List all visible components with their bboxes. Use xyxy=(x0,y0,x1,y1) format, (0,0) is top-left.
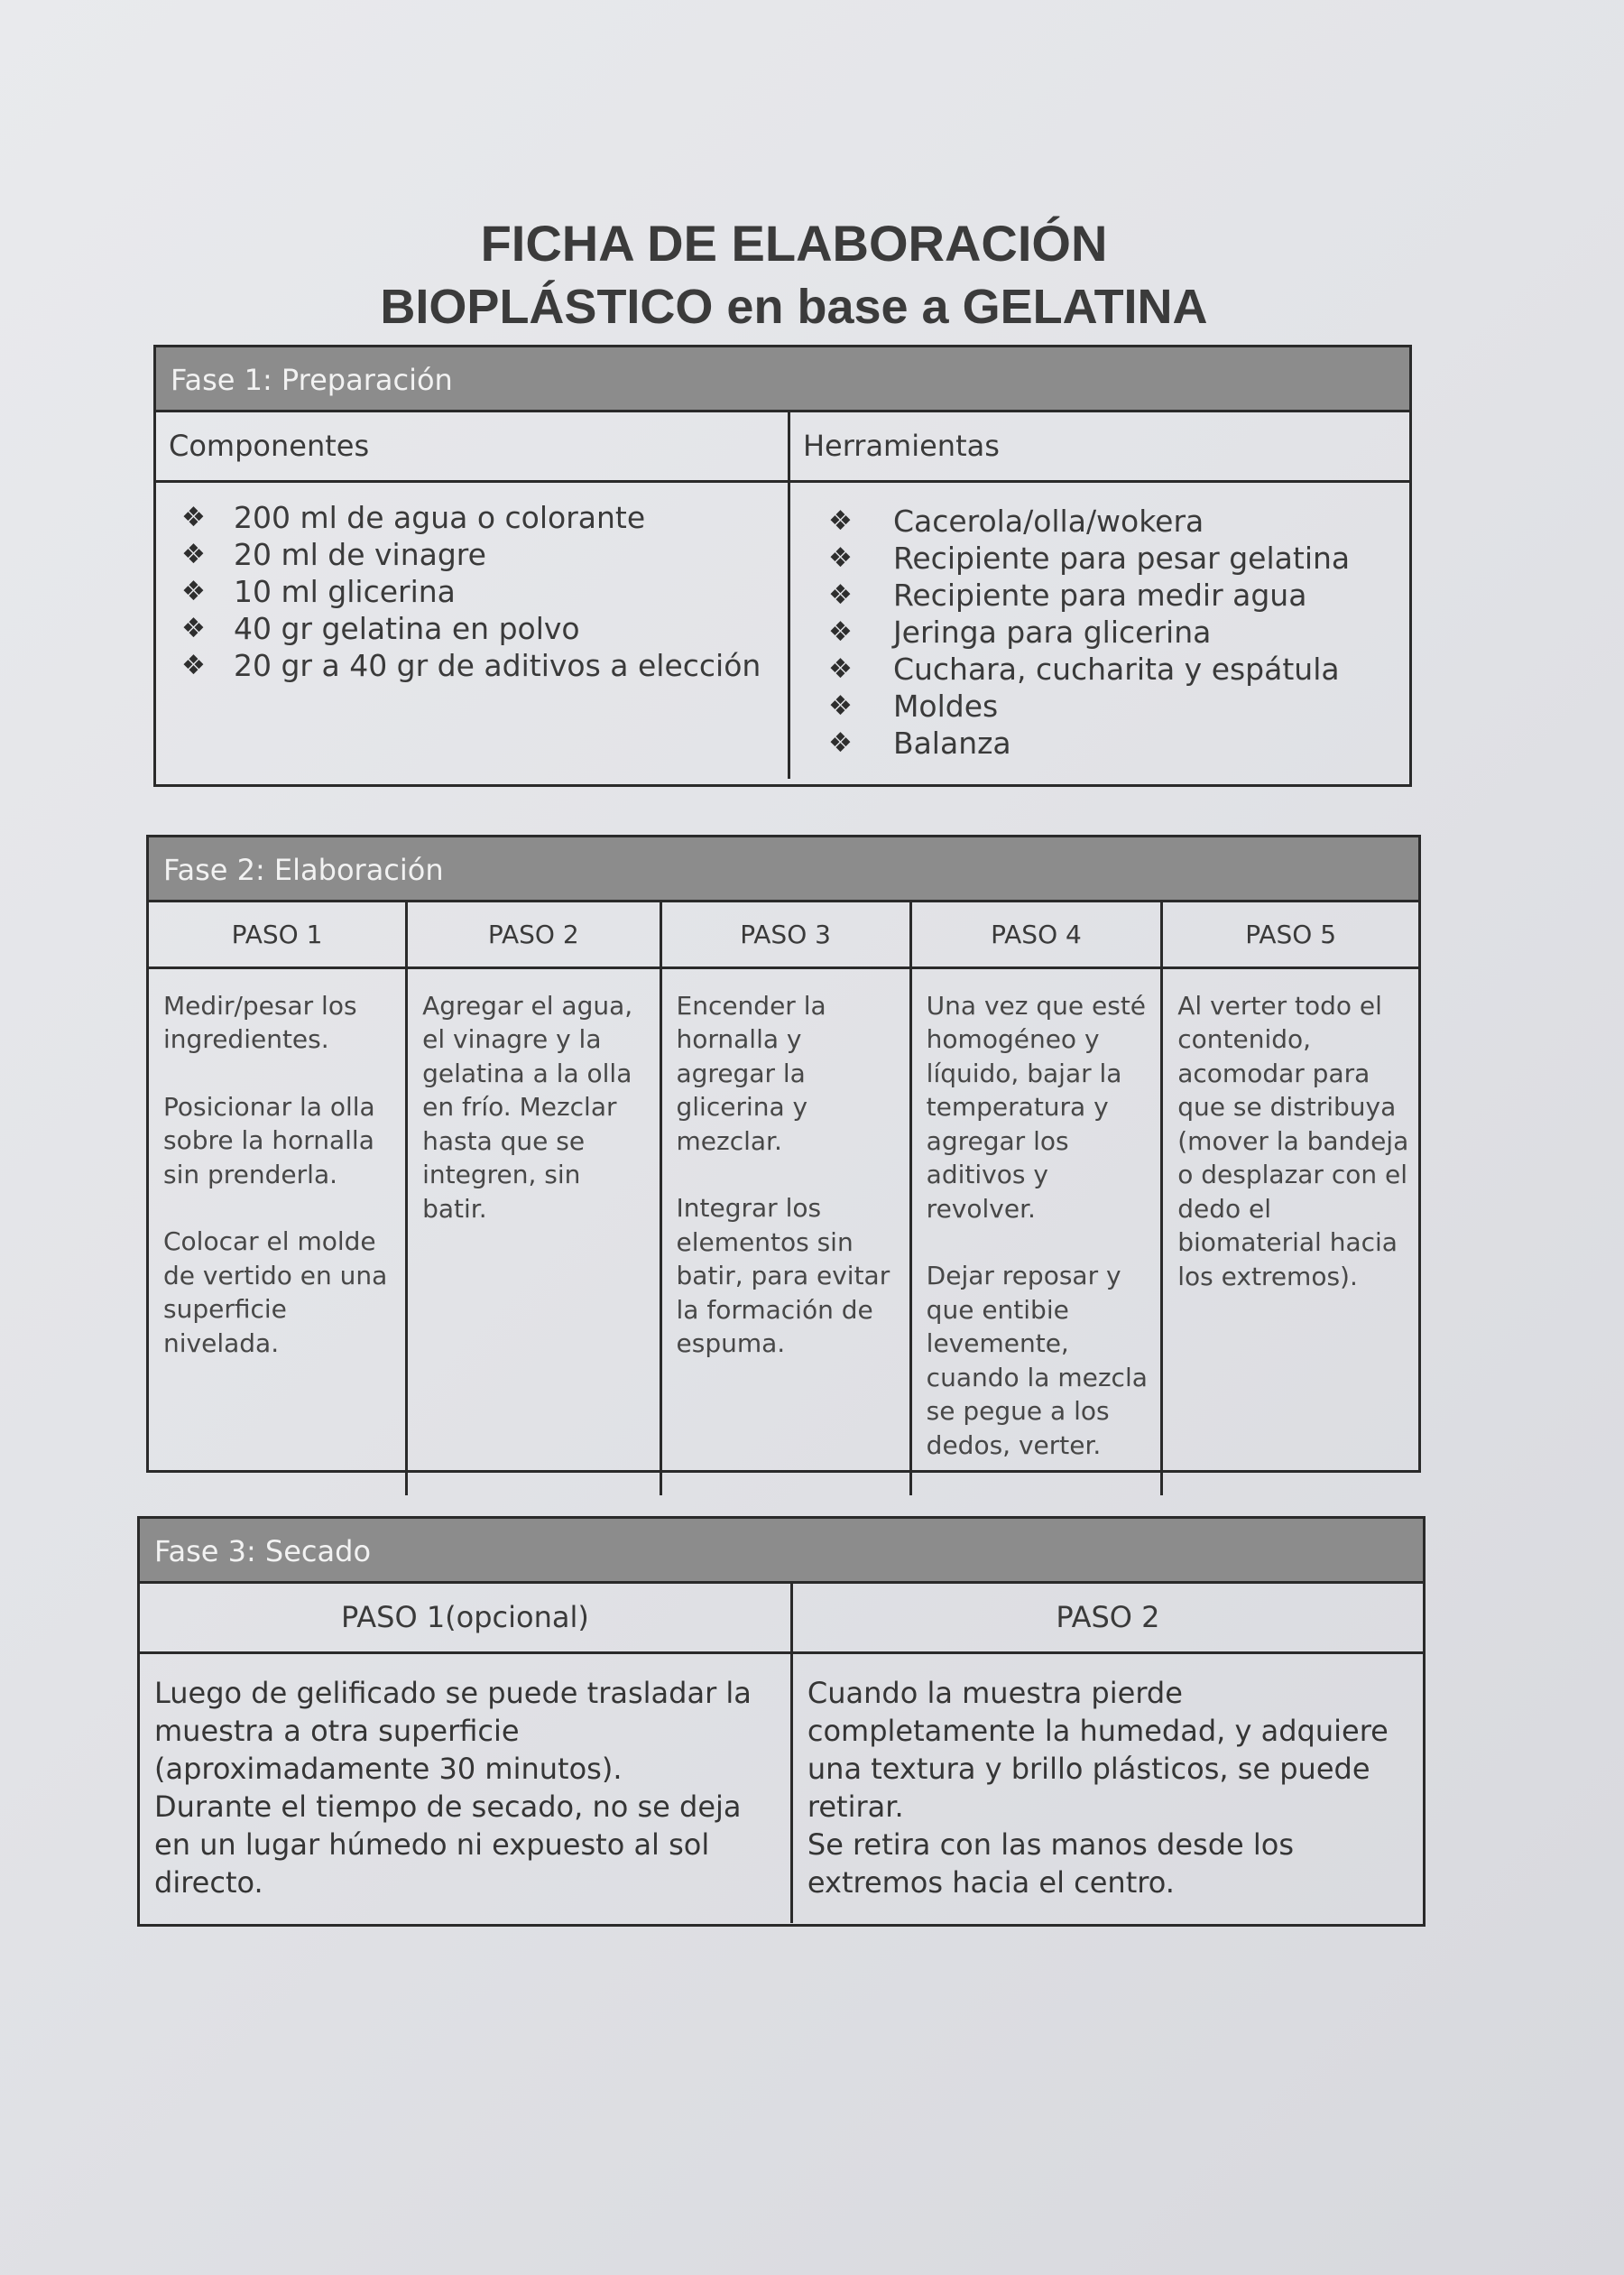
step-text: Encender la hornalla y agregar la glicerina y mezclar. xyxy=(676,990,826,1156)
step-text: Durante el tiempo de secado, no se deja en un lugar húmedo ni expuesto al sol directo. xyxy=(154,1789,742,1900)
phase2-header: Fase 2: Elaboración xyxy=(149,837,1418,902)
bullet-icon: ❖ xyxy=(827,615,853,648)
list-item: ❖ 40 gr gelatina en polvo xyxy=(181,610,580,646)
list-item: ❖ 10 ml glicerina xyxy=(181,573,456,609)
step-1-cell xyxy=(149,967,407,1495)
bullet-icon: ❖ xyxy=(181,575,206,607)
step-heading: PASO 1 xyxy=(149,902,407,967)
tools-cell xyxy=(789,481,1409,779)
list-item: ❖ Jeringa para glicerina xyxy=(827,614,1212,650)
bullet-icon: ❖ xyxy=(827,726,853,759)
title-line-1: FICHA DE ELABORACIÓN xyxy=(480,215,1108,273)
step-text: Luego de gelificado se puede trasladar la muestra a otra superficie (aproximadamente 30 minutos). xyxy=(154,1675,752,1786)
step-text: Se retira con las manos desde los extremos hacia el centro. xyxy=(807,1826,1294,1900)
step-text: Una vez que esté homogéneo y líquido, bajar la temperatura y agregar los aditivos y revolver. xyxy=(926,990,1147,1224)
bullet-icon: ❖ xyxy=(827,504,853,537)
step-text: Posicionar la olla sobre la hornalla sin prenderla. xyxy=(163,1091,375,1189)
bullet-icon: ❖ xyxy=(827,652,853,685)
step-text: Agregar el agua, el vinagre y la gelatina a la olla en frío. Mezclar hasta que se integren, sin batir. xyxy=(422,990,633,1224)
bullet-icon: ❖ xyxy=(827,689,853,722)
components-list xyxy=(181,499,766,684)
step-heading: PASO 5 xyxy=(1162,902,1418,967)
title-line-2: BIOPLÁSTICO en base a GELATINA xyxy=(380,279,1208,334)
step-heading: PASO 4 xyxy=(910,902,1162,967)
step-3-cell xyxy=(660,967,910,1495)
list-item: ❖ 200 ml de agua o colorante xyxy=(181,499,646,535)
phase2-table xyxy=(146,835,1421,1473)
step-2-cell xyxy=(407,967,660,1495)
step-text: Al verter todo el contenido, acomodar para que se distribuya (mover la bandeja o desplazar con el dedo el biomaterial hacia los extremos). xyxy=(1177,990,1409,1291)
step-text: Medir/pesar los ingredientes. xyxy=(163,990,357,1054)
components-heading: Componentes xyxy=(156,412,789,481)
step-5-cell xyxy=(1162,967,1418,1495)
step-text: Integrar los elementos sin batir, para evitar la formación de espuma. xyxy=(676,1193,890,1358)
bullet-icon: ❖ xyxy=(181,501,206,533)
bullet-icon: ❖ xyxy=(181,538,206,570)
phase1-table xyxy=(153,345,1412,787)
step-heading: PASO 2 xyxy=(791,1584,1423,1652)
bullet-icon: ❖ xyxy=(827,578,853,611)
list-item: ❖ Cacerola/olla/wokera xyxy=(827,503,1204,539)
list-item: ❖ Cuchara, cucharita y espátula xyxy=(827,651,1340,687)
list-item: ❖ Recipiente para pesar gelatina xyxy=(827,540,1351,576)
phase3-table xyxy=(137,1516,1426,1927)
phase1-grid xyxy=(156,412,1409,779)
tools-heading: Herramientas xyxy=(789,412,1409,481)
bullet-icon: ❖ xyxy=(181,612,206,644)
bullet-icon: ❖ xyxy=(827,541,853,574)
list-item: ❖ 20 ml de vinagre xyxy=(181,536,486,572)
step-text: Colocar el molde de vertido en una superficie nivelada. xyxy=(163,1226,388,1358)
step-heading: PASO 2 xyxy=(407,902,660,967)
phase3-grid xyxy=(140,1584,1423,1923)
phase2-grid xyxy=(149,902,1418,1495)
list-item: ❖ 20 gr a 40 gr de aditivos a elección xyxy=(181,647,761,683)
phase1-header: Fase 1: Preparación xyxy=(156,347,1409,412)
list-item: ❖ Balanza xyxy=(827,725,1011,761)
step-text: Cuando la muestra pierde completamente la humedad, y adquiere una textura y brillo plásticos, se puede retirar. xyxy=(807,1675,1389,1824)
document-title xyxy=(180,213,1407,336)
drying-step-2-cell xyxy=(791,1652,1423,1923)
tools-list xyxy=(828,503,1388,762)
phase3-header: Fase 3: Secado xyxy=(140,1519,1423,1584)
list-item: ❖ Moldes xyxy=(827,688,999,724)
drying-step-1-cell xyxy=(140,1652,791,1923)
step-text: Dejar reposar y que entibie levemente, cuando la mezcla se pegue a los dedos, verter. xyxy=(926,1261,1148,1460)
step-heading: PASO 3 xyxy=(660,902,910,967)
components-cell xyxy=(156,481,789,779)
bullet-icon: ❖ xyxy=(181,649,206,681)
list-item: ❖ Recipiente para medir agua xyxy=(827,577,1307,613)
step-4-cell xyxy=(910,967,1162,1495)
step-heading: PASO 1(opcional) xyxy=(140,1584,791,1652)
